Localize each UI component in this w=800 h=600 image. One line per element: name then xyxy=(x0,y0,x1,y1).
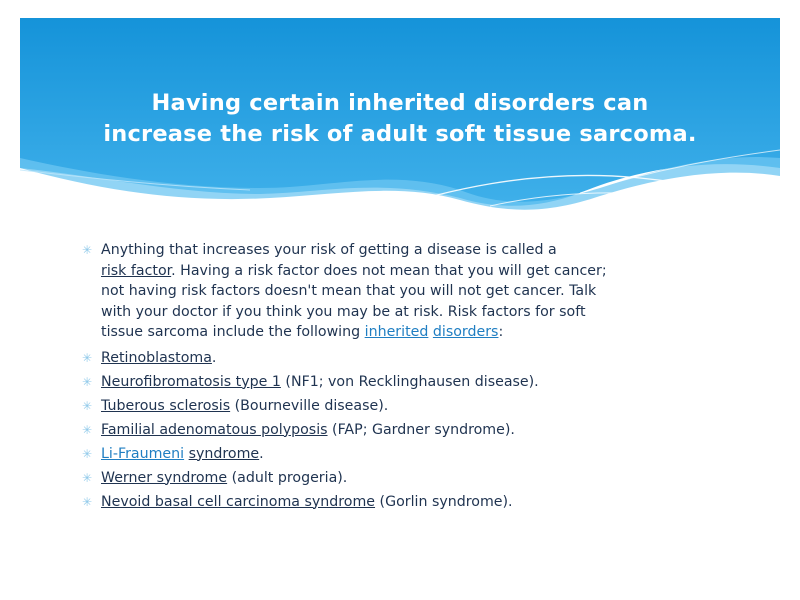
intro-text: not having risk factors doesn't mean that you will not get cancer. Talk xyxy=(101,283,597,299)
item-text: (NF1; von Recklinghausen disease). xyxy=(280,373,539,390)
title-line-2: increase the risk of adult soft tissue sarcoma. xyxy=(103,121,697,147)
star-bullet-icon: ✳ xyxy=(82,350,93,365)
neurofibromatosis-link[interactable]: Neurofibromatosis type 1 xyxy=(101,373,281,390)
star-bullet-icon: ✳ xyxy=(82,398,93,413)
intro-text: . Having a risk factor does not mean that you will get cancer; xyxy=(171,262,607,279)
list-item xyxy=(82,466,732,490)
werner-syndrome-link[interactable]: Werner syndrome xyxy=(101,469,228,486)
risk-factor-link[interactable]: risk factor xyxy=(101,262,172,279)
title-line-1: Having certain inherited disorders can xyxy=(151,90,649,116)
item-text: (Bourneville disease). xyxy=(230,397,389,414)
disorders-link[interactable]: disorders xyxy=(432,324,499,340)
list-item xyxy=(82,442,732,466)
item-text: (Gorlin syndrome). xyxy=(375,493,513,510)
inherited-link[interactable]: inherited xyxy=(364,324,429,340)
star-bullet-icon: ✳ xyxy=(82,374,93,389)
slide-title xyxy=(20,88,780,150)
nevoid-bcc-syndrome-link[interactable]: Nevoid basal cell carcinoma syndrome xyxy=(101,493,376,510)
tuberous-sclerosis-link[interactable]: Tuberous sclerosis xyxy=(101,397,231,414)
intro-text: tissue sarcoma include the following xyxy=(101,324,365,340)
item-text: . xyxy=(211,349,217,366)
intro-paragraph xyxy=(82,240,732,343)
item-text: (adult progeria). xyxy=(227,469,348,486)
intro-text: with your doctor if you think you may be at risk. Risk factors for soft xyxy=(101,303,586,320)
list-item xyxy=(82,418,732,442)
fap-link[interactable]: Familial adenomatous polyposis xyxy=(101,421,328,438)
star-bullet-icon: ✳ xyxy=(82,243,93,257)
item-text: . xyxy=(259,445,264,462)
li-fraumeni-link[interactable]: Li-Fraumeni xyxy=(101,445,185,462)
star-bullet-icon: ✳ xyxy=(82,446,93,461)
intro-text: Anything that increases your risk of getting a disease is called a xyxy=(101,242,557,258)
syndrome-link[interactable]: syndrome xyxy=(188,445,260,462)
star-bullet-icon: ✳ xyxy=(82,494,93,509)
retinoblastoma-link[interactable]: Retinoblastoma xyxy=(101,349,212,366)
list-item xyxy=(82,490,732,514)
star-bullet-icon: ✳ xyxy=(82,470,93,485)
star-bullet-icon: ✳ xyxy=(82,422,93,437)
list-item xyxy=(82,394,732,418)
list-item xyxy=(82,370,732,394)
bullet-list xyxy=(82,240,732,514)
list-item xyxy=(82,346,732,370)
intro-text: : xyxy=(498,324,504,340)
item-text: (FAP; Gardner syndrome). xyxy=(327,421,515,438)
